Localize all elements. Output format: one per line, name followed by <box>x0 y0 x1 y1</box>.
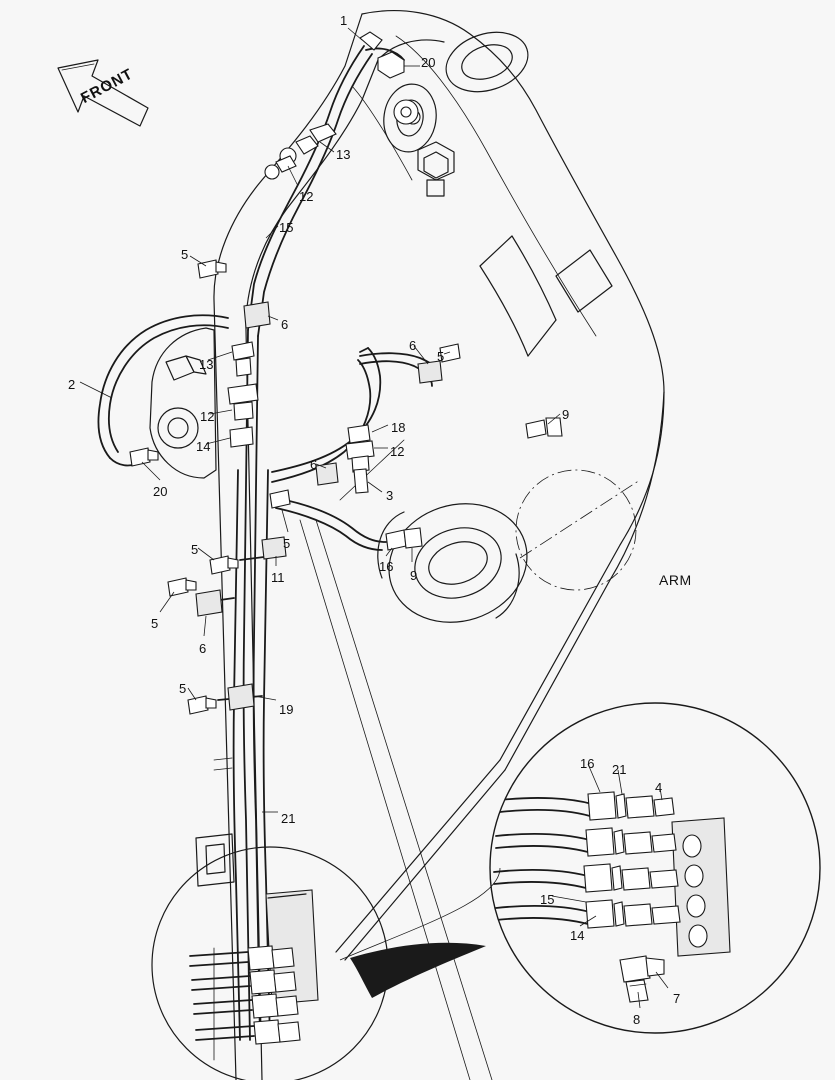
region-label-arm: ARM <box>659 572 692 588</box>
callout-13-top: 13 <box>336 147 351 162</box>
callout-5-lower: 5 <box>179 681 187 696</box>
callout-16-mid: 16 <box>379 559 394 574</box>
callout-1: 1 <box>340 13 348 28</box>
callout-20-left: 20 <box>153 484 168 499</box>
callout-11: 11 <box>271 570 285 585</box>
callout-14-mid: 14 <box>196 439 211 454</box>
callout-2: 2 <box>68 377 76 392</box>
callout-4-detail: 4 <box>655 780 663 795</box>
callout-15-upper: 15 <box>279 220 294 235</box>
callout-9-right: 9 <box>562 407 570 422</box>
callout-5-right: 5 <box>437 349 445 364</box>
callout-5-low-left: 5 <box>151 616 159 631</box>
callout-13-mid: 13 <box>199 357 214 372</box>
callout-6-low: 6 <box>199 641 207 656</box>
callout-12-top: 12 <box>299 189 314 204</box>
callout-12-mid-right: 12 <box>390 444 405 459</box>
callout-12-mid-left: 12 <box>200 409 215 424</box>
callout-5-mid-right: 5 <box>283 536 291 551</box>
callout-9-mid: 9 <box>410 568 418 583</box>
callout-15-detail: 15 <box>540 892 555 907</box>
callout-5-mid-left: 5 <box>191 542 199 557</box>
callout-14-detail: 14 <box>570 928 585 943</box>
callout-18: 18 <box>391 420 406 435</box>
callout-19: 19 <box>279 702 294 717</box>
callout-21-detail: 21 <box>612 762 627 777</box>
callout-20-top: 20 <box>421 55 436 70</box>
callout-21-spine: 21 <box>281 811 296 826</box>
callout-5-upper-left: 5 <box>181 247 189 262</box>
callout-8-detail: 8 <box>633 1012 641 1027</box>
callout-6-upper: 6 <box>281 317 289 332</box>
callout-3: 3 <box>386 488 394 503</box>
callout-16-detail: 16 <box>580 756 595 771</box>
callout-6-right: 6 <box>409 338 417 353</box>
callout-7-detail: 7 <box>673 991 681 1006</box>
front-arrow-label: FRONT <box>78 65 137 108</box>
callout-6-mid: 6 <box>310 457 318 472</box>
